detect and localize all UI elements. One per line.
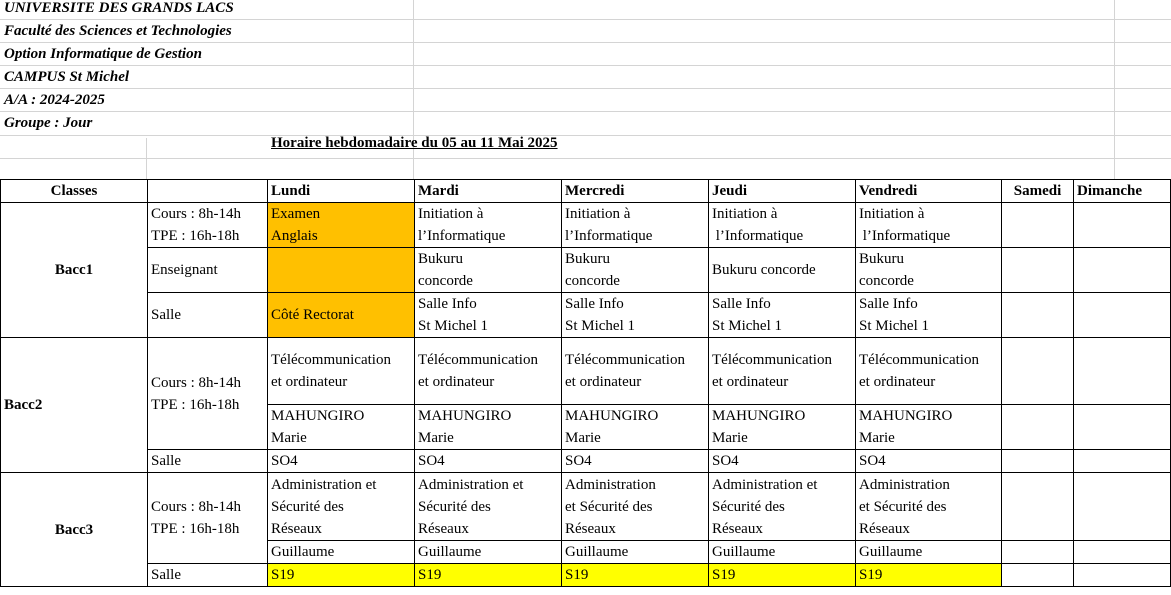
samedi-cell bbox=[1002, 541, 1074, 564]
samedi-cell bbox=[1002, 203, 1074, 248]
header-dimanche: Dimanche bbox=[1074, 180, 1171, 203]
table-header-row bbox=[1, 180, 1171, 203]
course-bacc1-mardi: Initiation à l’Informatique bbox=[415, 203, 562, 248]
teacher-bacc1-lundi bbox=[268, 248, 415, 293]
teacher-bacc1-vendredi: Bukuru concorde bbox=[856, 248, 1002, 293]
dimanche-cell bbox=[1074, 248, 1171, 293]
hours-bacc3: Cours : 8h-14h TPE : 16h-18h bbox=[148, 473, 268, 564]
course-bacc1-vendredi: Initiation à l’Informatique bbox=[856, 203, 1002, 248]
table-row bbox=[1, 338, 1171, 405]
course-bacc2-mercredi: Télécommunication et ordinateur bbox=[562, 338, 709, 405]
room-bacc3-mercredi: S19 bbox=[562, 564, 709, 587]
group-name: Groupe : Jour bbox=[4, 115, 93, 131]
course-bacc2-mardi: Télécommunication et ordinateur bbox=[415, 338, 562, 405]
dimanche-cell bbox=[1074, 473, 1171, 541]
header-blank bbox=[148, 180, 268, 203]
room-bacc2-mercredi: SO4 bbox=[562, 450, 709, 473]
teacher-bacc1-mercredi: Bukuru concorde bbox=[562, 248, 709, 293]
course-bacc1-jeudi: Initiation à l’Informatique bbox=[709, 203, 856, 248]
campus-name: CAMPUS St Michel bbox=[4, 69, 130, 85]
dimanche-cell bbox=[1074, 405, 1171, 450]
header-lundi: Lundi bbox=[268, 180, 415, 203]
samedi-cell bbox=[1002, 338, 1074, 405]
room-bacc3-vendredi: S19 bbox=[856, 564, 1002, 587]
table-row bbox=[1, 450, 1171, 473]
course-bacc1-mercredi: Initiation à l’Informatique bbox=[562, 203, 709, 248]
header-vendredi: Vendredi bbox=[856, 180, 1002, 203]
room-bacc1-lundi: Côté Rectorat bbox=[268, 293, 415, 338]
teacher-bacc3-mardi: Guillaume bbox=[415, 541, 562, 564]
course-bacc3-lundi: Administration et Sécurité des Réseaux bbox=[268, 473, 415, 541]
course-bacc3-vendredi: Administration et Sécurité des Réseaux bbox=[856, 473, 1002, 541]
room-label-bacc3: Salle bbox=[148, 564, 268, 587]
samedi-cell bbox=[1002, 564, 1074, 587]
teacher-bacc3-lundi: Guillaume bbox=[268, 541, 415, 564]
samedi-cell bbox=[1002, 248, 1074, 293]
room-bacc2-vendredi: SO4 bbox=[856, 450, 1002, 473]
room-bacc2-lundi: SO4 bbox=[268, 450, 415, 473]
table-row bbox=[1, 473, 1171, 541]
course-bacc3-mercredi: Administration et Sécurité des Réseaux bbox=[562, 473, 709, 541]
academic-year: A/A : 2024-2025 bbox=[4, 92, 105, 108]
header-classes: Classes bbox=[1, 180, 148, 203]
teacher-bacc2-mardi: MAHUNGIRO Marie bbox=[415, 405, 562, 450]
room-label-bacc1: Salle bbox=[148, 293, 268, 338]
teacher-bacc3-jeudi: Guillaume bbox=[709, 541, 856, 564]
teacher-bacc2-mercredi: MAHUNGIRO Marie bbox=[562, 405, 709, 450]
dimanche-cell bbox=[1074, 338, 1171, 405]
table-row bbox=[1, 203, 1171, 248]
teacher-bacc3-mercredi: Guillaume bbox=[562, 541, 709, 564]
faculty-name: Faculté des Sciences et Technologies bbox=[4, 23, 232, 39]
room-bacc1-mardi: Salle Info St Michel 1 bbox=[415, 293, 562, 338]
dimanche-cell bbox=[1074, 450, 1171, 473]
room-bacc3-jeudi: S19 bbox=[709, 564, 856, 587]
teacher-bacc3-vendredi: Guillaume bbox=[856, 541, 1002, 564]
dimanche-cell bbox=[1074, 203, 1171, 248]
room-bacc3-mardi: S19 bbox=[415, 564, 562, 587]
dimanche-cell bbox=[1074, 293, 1171, 338]
course-bacc2-lundi: Télécommunication et ordinateur bbox=[268, 338, 415, 405]
option-name: Option Informatique de Gestion bbox=[4, 46, 202, 62]
room-bacc1-vendredi: Salle Info St Michel 1 bbox=[856, 293, 1002, 338]
course-bacc3-mardi: Administration et Sécurité des Réseaux bbox=[415, 473, 562, 541]
room-bacc1-jeudi: Salle Info St Michel 1 bbox=[709, 293, 856, 338]
header-mercredi: Mercredi bbox=[562, 180, 709, 203]
class-bacc1: Bacc1 bbox=[1, 203, 148, 338]
room-label-bacc2: Salle bbox=[148, 450, 268, 473]
dimanche-cell bbox=[1074, 541, 1171, 564]
samedi-cell bbox=[1002, 450, 1074, 473]
samedi-cell bbox=[1002, 405, 1074, 450]
class-bacc3: Bacc3 bbox=[1, 473, 148, 587]
room-bacc2-jeudi: SO4 bbox=[709, 450, 856, 473]
teacher-bacc2-vendredi: MAHUNGIRO Marie bbox=[856, 405, 1002, 450]
schedule-title: Horaire hebdomadaire du 05 au 11 Mai 2025 bbox=[271, 135, 558, 151]
samedi-cell bbox=[1002, 473, 1074, 541]
room-bacc3-lundi: S19 bbox=[268, 564, 415, 587]
samedi-cell bbox=[1002, 293, 1074, 338]
hours-bacc2: Cours : 8h-14h TPE : 16h-18h bbox=[148, 338, 268, 450]
table-row bbox=[1, 564, 1171, 587]
header-mardi: Mardi bbox=[415, 180, 562, 203]
schedule-table bbox=[0, 179, 1171, 587]
hours-bacc1: Cours : 8h-14h TPE : 16h-18h bbox=[148, 203, 268, 248]
teacher-bacc1-mardi: Bukuru concorde bbox=[415, 248, 562, 293]
teacher-bacc2-lundi: MAHUNGIRO Marie bbox=[268, 405, 415, 450]
teacher-bacc2-jeudi: MAHUNGIRO Marie bbox=[709, 405, 856, 450]
course-bacc3-jeudi: Administration et Sécurité des Réseaux bbox=[709, 473, 856, 541]
course-bacc1-lundi: Examen Anglais bbox=[268, 203, 415, 248]
teacher-label-bacc1: Enseignant bbox=[148, 248, 268, 293]
class-bacc2: Bacc2 bbox=[1, 338, 148, 473]
table-row bbox=[1, 248, 1171, 293]
header-samedi: Samedi bbox=[1002, 180, 1074, 203]
table-row bbox=[1, 293, 1171, 338]
room-bacc2-mardi: SO4 bbox=[415, 450, 562, 473]
university-name: UNIVERSITE DES GRANDS LACS bbox=[4, 0, 234, 16]
room-bacc1-mercredi: Salle Info St Michel 1 bbox=[562, 293, 709, 338]
course-bacc2-jeudi: Télécommunication et ordinateur bbox=[709, 338, 856, 405]
dimanche-cell bbox=[1074, 564, 1171, 587]
header-jeudi: Jeudi bbox=[709, 180, 856, 203]
teacher-bacc1-jeudi: Bukuru concorde bbox=[709, 248, 856, 293]
course-bacc2-vendredi: Télécommunication et ordinateur bbox=[856, 338, 1002, 405]
